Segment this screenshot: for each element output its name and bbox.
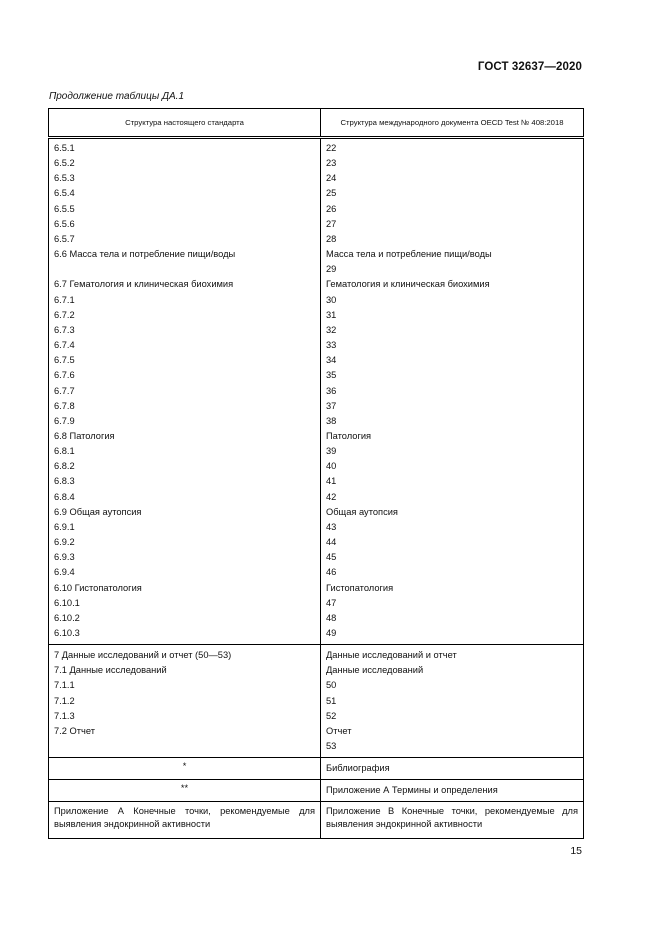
table-cell: 32 — [321, 323, 584, 338]
table-row — [49, 444, 584, 459]
table-cell: 6.10.3 — [49, 626, 321, 645]
table-cell: 6.5.7 — [49, 232, 321, 247]
table-cell: 39 — [321, 444, 584, 459]
column-header: Структура международного документа OECD Test № 408:2018 — [321, 109, 584, 138]
table-cell: 24 — [321, 171, 584, 186]
table-row — [49, 663, 584, 678]
table-cell: Приложение А Конечные точки, рекомендуемые для выявления эндокринной активности — [49, 802, 321, 839]
table-cell: Отчет — [321, 724, 584, 739]
table-cell: Библиография — [321, 758, 584, 780]
table-cell: 6.9.1 — [49, 520, 321, 535]
table-row — [49, 802, 584, 839]
table-body — [49, 138, 584, 839]
table-cell: 6.8.2 — [49, 459, 321, 474]
table-cell: 46 — [321, 565, 584, 580]
table-cell: 53 — [321, 739, 584, 758]
table-cell: 6.7.8 — [49, 399, 321, 414]
table-cell: 7 Данные исследований и отчет (50—53) — [49, 645, 321, 664]
table-cell: 6.7 Гематология и клиническая биохимия — [49, 277, 321, 292]
table-row — [49, 709, 584, 724]
table-cell: 31 — [321, 308, 584, 323]
table-cell: 6.9.2 — [49, 535, 321, 550]
table-cell: 7.2 Отчет — [49, 724, 321, 739]
table-cell: 6.7.5 — [49, 353, 321, 368]
table-row — [49, 171, 584, 186]
table-cell: 37 — [321, 399, 584, 414]
table-row — [49, 217, 584, 232]
table-cell: 38 — [321, 414, 584, 429]
table-cell: 6.8.1 — [49, 444, 321, 459]
table-cell: 43 — [321, 520, 584, 535]
table-cell: 49 — [321, 626, 584, 645]
table-row — [49, 535, 584, 550]
table-row — [49, 308, 584, 323]
table-cell: 6.10.1 — [49, 596, 321, 611]
table-cell: 51 — [321, 694, 584, 709]
table-row — [49, 202, 584, 217]
table-cell: 6.5.2 — [49, 156, 321, 171]
table-row — [49, 186, 584, 201]
table-row — [49, 550, 584, 565]
table-row — [49, 247, 584, 262]
table-cell: 33 — [321, 338, 584, 353]
table-row — [49, 414, 584, 429]
table-row — [49, 645, 584, 664]
table-row — [49, 780, 584, 802]
table-row — [49, 724, 584, 739]
table-cell: 6.5.1 — [49, 138, 321, 157]
table-row — [49, 520, 584, 535]
table-row — [49, 678, 584, 693]
document-code: ГОСТ 32637—2020 — [477, 61, 582, 73]
table-row — [49, 262, 584, 277]
correspondence-table — [48, 108, 584, 839]
table-cell: Патология — [321, 429, 584, 444]
table-cell: 6.7.7 — [49, 384, 321, 399]
table-cell: * — [49, 758, 321, 780]
table-cell: 23 — [321, 156, 584, 171]
table-row — [49, 232, 584, 247]
table-row — [49, 626, 584, 645]
column-header: Структура настоящего стандарта — [49, 109, 321, 138]
table-header-row — [49, 109, 584, 138]
table-cell: 28 — [321, 232, 584, 247]
table-cell: 6.8.4 — [49, 490, 321, 505]
table-cell: 6.5.6 — [49, 217, 321, 232]
table-cell: 52 — [321, 709, 584, 724]
table-cell: 6.9.4 — [49, 565, 321, 580]
page-number: 15 — [570, 845, 582, 857]
table-cell: 6.7.9 — [49, 414, 321, 429]
table-cell: 7.1 Данные исследований — [49, 663, 321, 678]
table-cell: Гематология и клиническая биохимия — [321, 277, 584, 292]
table-row — [49, 505, 584, 520]
table-cell: 6.5.5 — [49, 202, 321, 217]
table-cell: 47 — [321, 596, 584, 611]
table-cell: 34 — [321, 353, 584, 368]
table-row — [49, 156, 584, 171]
table-cell: 6.7.3 — [49, 323, 321, 338]
table-cell: 6.7.1 — [49, 293, 321, 308]
table-row — [49, 353, 584, 368]
table-cell: 6.9 Общая аутопсия — [49, 505, 321, 520]
table-cell: 41 — [321, 474, 584, 489]
table-cell: 7.1.3 — [49, 709, 321, 724]
table-row — [49, 323, 584, 338]
table-cell: 50 — [321, 678, 584, 693]
table-row — [49, 277, 584, 292]
table-cell: 22 — [321, 138, 584, 157]
table-cell: 6.7.2 — [49, 308, 321, 323]
table-cell: 6.9.3 — [49, 550, 321, 565]
table-cell: 29 — [321, 262, 584, 277]
table-row — [49, 596, 584, 611]
table-row — [49, 694, 584, 709]
table-row — [49, 384, 584, 399]
table-caption: Продолжение таблицы ДА.1 — [49, 91, 185, 102]
table-cell: 30 — [321, 293, 584, 308]
table-row — [49, 399, 584, 414]
table-cell: 7.1.1 — [49, 678, 321, 693]
table-row — [49, 338, 584, 353]
table-cell: ** — [49, 780, 321, 802]
table-cell: 40 — [321, 459, 584, 474]
table-cell — [49, 739, 321, 758]
table-cell: 6.10 Гистопатология — [49, 581, 321, 596]
table-row — [49, 581, 584, 596]
table-cell: 44 — [321, 535, 584, 550]
table-cell: Масса тела и потребление пищи/воды — [321, 247, 584, 262]
table-row — [49, 368, 584, 383]
table-cell: 45 — [321, 550, 584, 565]
table-row — [49, 429, 584, 444]
table-row — [49, 758, 584, 780]
table-cell: 42 — [321, 490, 584, 505]
table-row — [49, 611, 584, 626]
table-cell: 36 — [321, 384, 584, 399]
table-row — [49, 739, 584, 758]
table-cell: 6.5.4 — [49, 186, 321, 201]
table-cell: Приложение В Конечные точки, рекомендуемые для выявления эндокринной активности — [321, 802, 584, 839]
table-cell: 6.7.4 — [49, 338, 321, 353]
table-cell: 48 — [321, 611, 584, 626]
table-row — [49, 490, 584, 505]
table-cell — [49, 262, 321, 277]
table-cell: 6.10.2 — [49, 611, 321, 626]
table-cell: Данные исследований и отчет — [321, 645, 584, 664]
table-row — [49, 138, 584, 157]
table-row — [49, 474, 584, 489]
table-row — [49, 293, 584, 308]
table-row — [49, 459, 584, 474]
table-cell: Приложение А Термины и определения — [321, 780, 584, 802]
table-cell: Общая аутопсия — [321, 505, 584, 520]
table-cell: 25 — [321, 186, 584, 201]
table-cell: 27 — [321, 217, 584, 232]
table-row — [49, 565, 584, 580]
table-cell: 6.8 Патология — [49, 429, 321, 444]
table-cell: 6.5.3 — [49, 171, 321, 186]
table-cell: 6.8.3 — [49, 474, 321, 489]
table-cell: 6.7.6 — [49, 368, 321, 383]
table-cell: Гистопатология — [321, 581, 584, 596]
table-cell: 7.1.2 — [49, 694, 321, 709]
table-cell: Данные исследований — [321, 663, 584, 678]
table-cell: 6.6 Масса тела и потребление пищи/воды — [49, 247, 321, 262]
table-cell: 35 — [321, 368, 584, 383]
table-cell: 26 — [321, 202, 584, 217]
